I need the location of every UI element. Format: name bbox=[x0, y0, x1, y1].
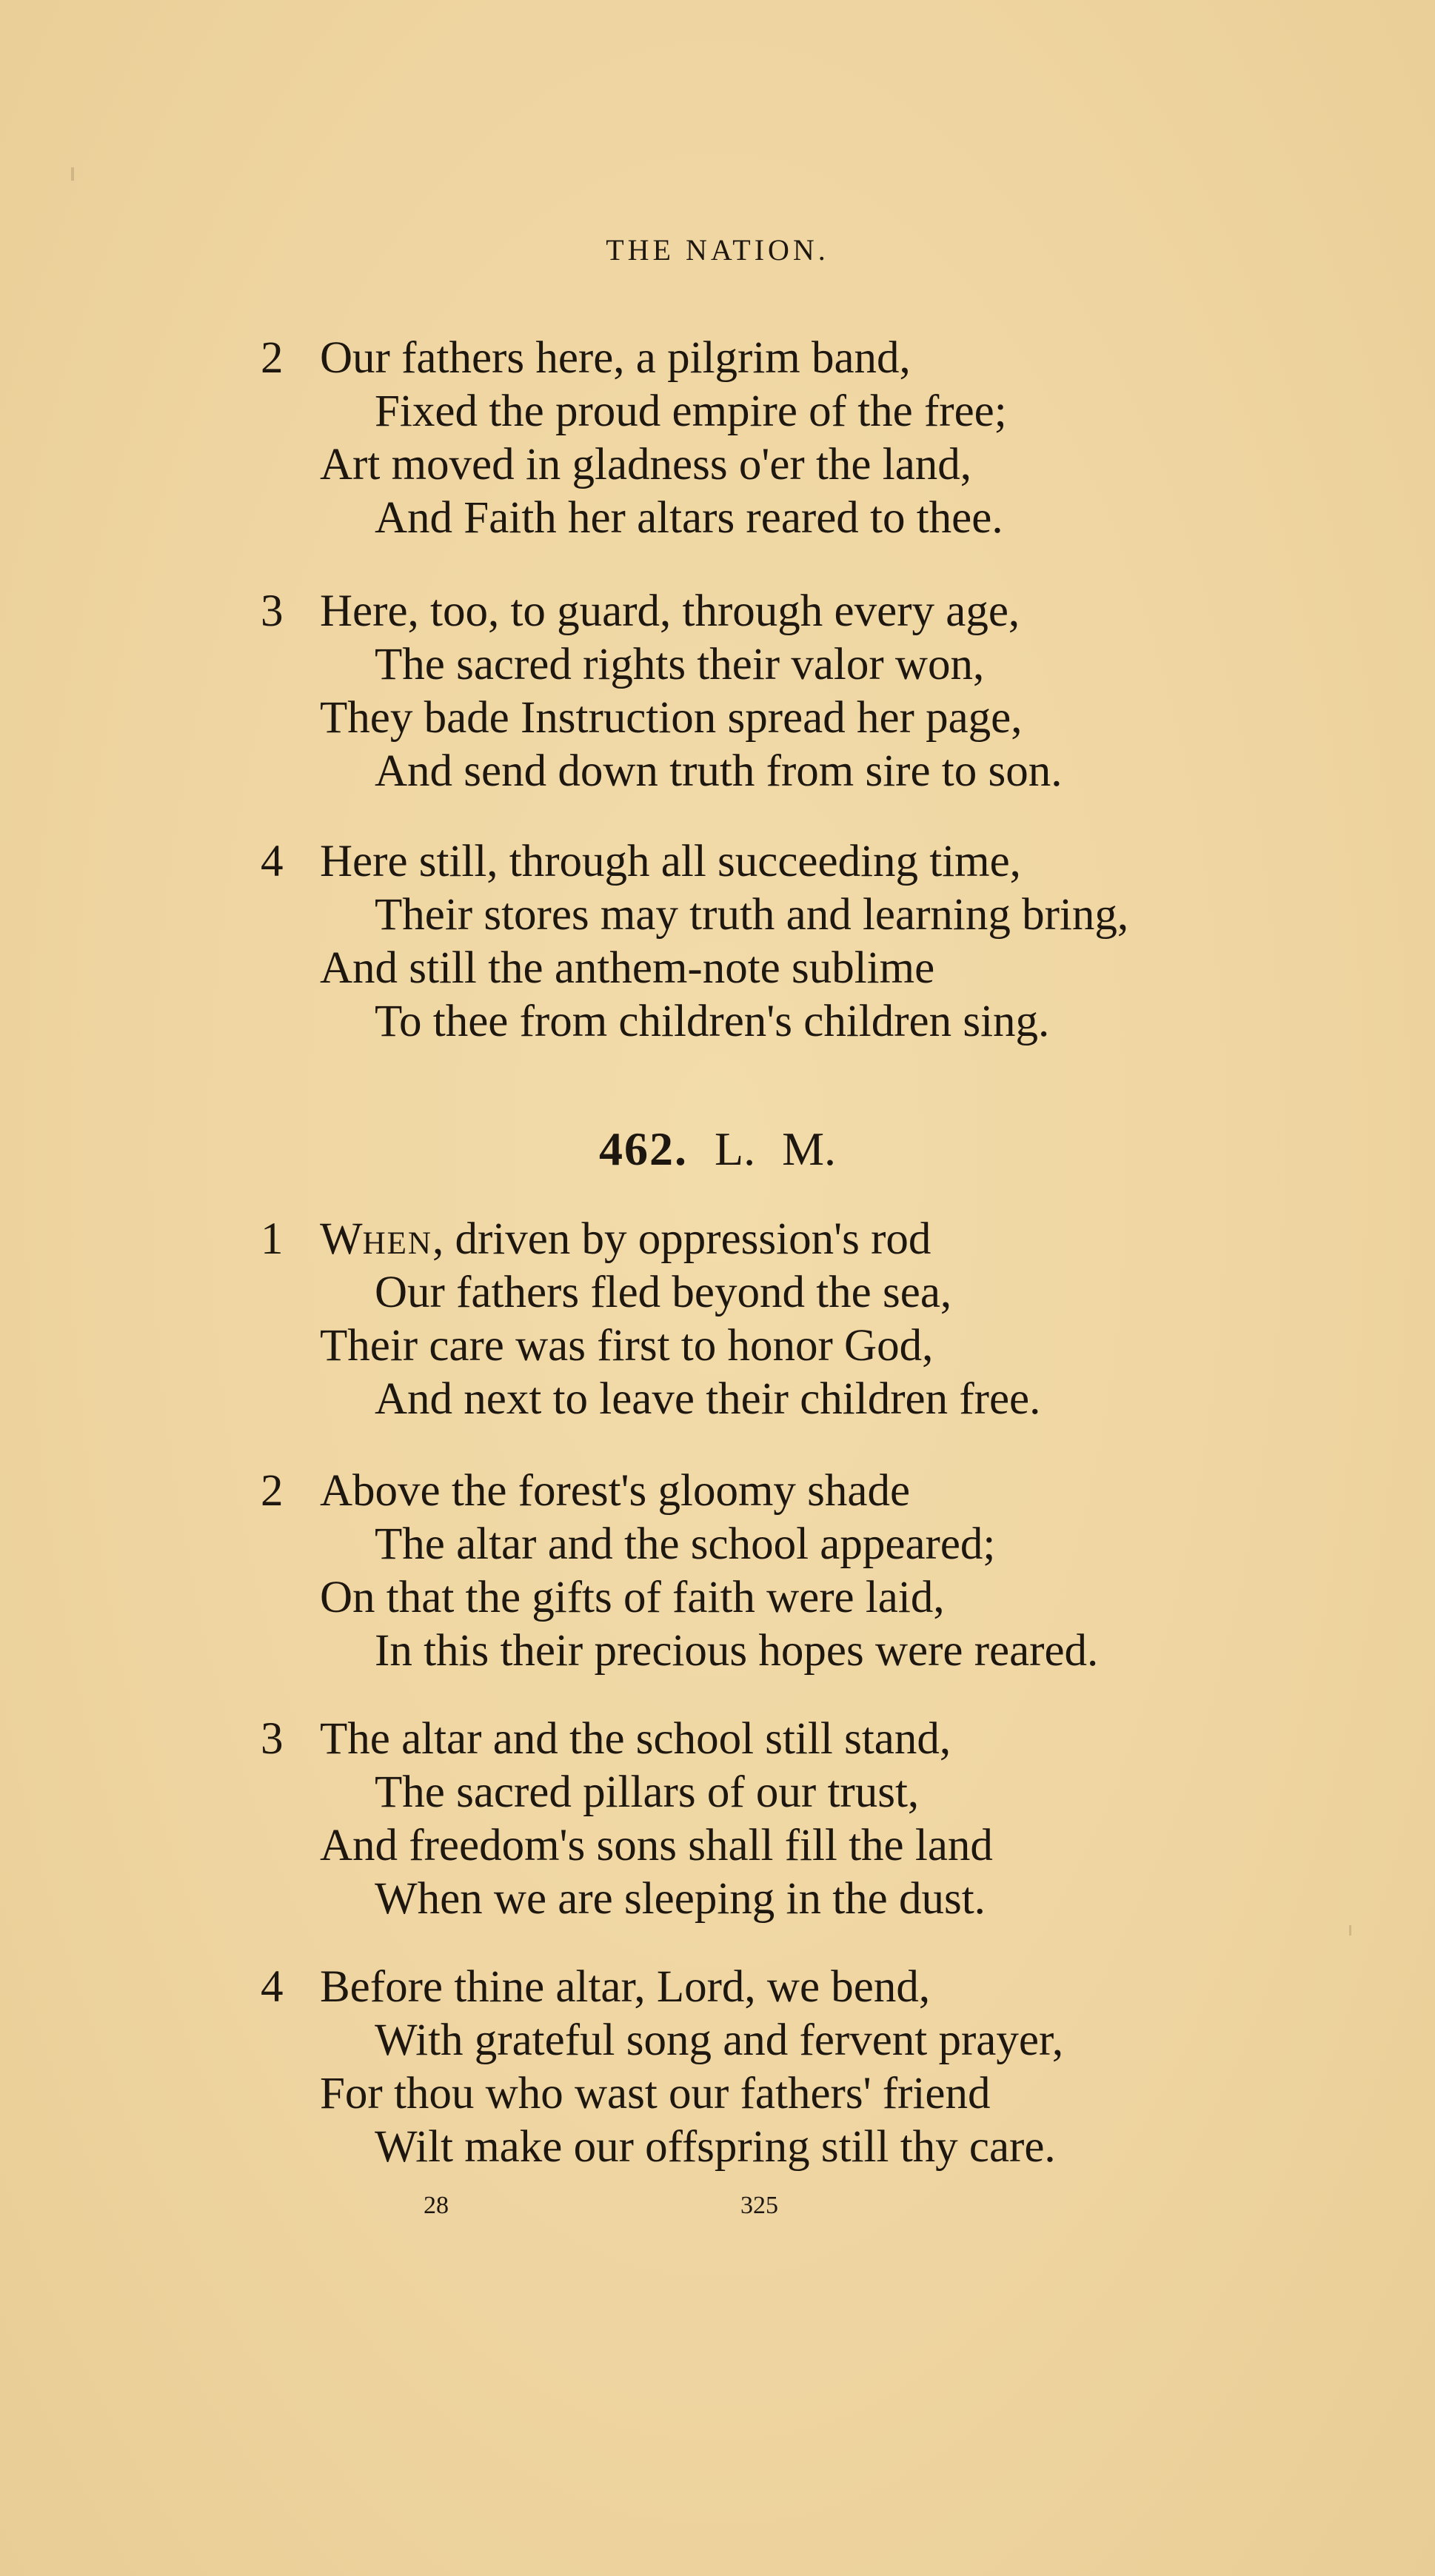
verse-line: 2 Above the forest's gloomy shade bbox=[261, 1465, 1386, 1518]
verse-line: 4 Here still, through all succeeding time, bbox=[261, 835, 1386, 889]
verse-line: The altar and the school appeared; bbox=[375, 1519, 996, 1569]
verse-line: For thou who wast our fathers' friend bbox=[320, 2069, 991, 2118]
verse-line: When we are sleeping in the dust. bbox=[375, 1874, 986, 1924]
paper-speck bbox=[71, 167, 74, 181]
verse-line: Our fathers fled beyond the sea, bbox=[375, 1268, 952, 1317]
stanza-prev-4 bbox=[261, 835, 1386, 1048]
hymn-number: 462. bbox=[599, 1123, 688, 1175]
verse-line: Wilt make our offspring still thy care. bbox=[375, 2122, 1056, 2172]
stanza-number: 2 bbox=[261, 1466, 284, 1516]
stanza-number: 4 bbox=[261, 1962, 284, 2012]
verse-line: 3 Here, too, to guard, through every age, bbox=[261, 585, 1386, 638]
verse-line: And still the anthem-note sublime bbox=[320, 943, 935, 993]
stanza-number: 4 bbox=[261, 837, 284, 886]
stanza-2 bbox=[261, 1465, 1386, 1678]
first-word-rest: hen bbox=[362, 1214, 432, 1264]
stanza-number: 3 bbox=[261, 1714, 284, 1764]
verse-line: The sacred rights their valor won, bbox=[375, 640, 985, 689]
first-line-rest: , driven by oppression's rod bbox=[432, 1214, 931, 1264]
stanza-prev-3 bbox=[261, 585, 1386, 798]
running-header: THE NATION. bbox=[606, 233, 829, 267]
stanza-prev-2 bbox=[261, 332, 1386, 545]
verse-line: Their care was first to honor God, bbox=[320, 1321, 934, 1371]
verse-line bbox=[261, 1213, 1386, 1266]
stanza-number: 1 bbox=[261, 1214, 284, 1264]
page-number: 325 bbox=[740, 2192, 778, 2219]
verse-line: 4 Before thine altar, Lord, we bend, bbox=[261, 1961, 1386, 2014]
verse-line: Art moved in gladness o'er the land, bbox=[320, 440, 972, 489]
stanza-number: 3 bbox=[261, 586, 284, 636]
stanza-3 bbox=[261, 1713, 1386, 1926]
verse-line: And freedom's sons shall fill the land bbox=[320, 1821, 993, 1870]
verse-line: They bade Instruction spread her page, bbox=[320, 693, 1023, 743]
verse-line: In this their precious hopes were reared. bbox=[375, 1626, 1099, 1676]
verse-line: The sacred pillars of our trust, bbox=[375, 1767, 920, 1817]
stanza-4 bbox=[261, 1961, 1386, 2174]
stanza-number: 2 bbox=[261, 333, 284, 383]
hymn-heading bbox=[0, 1120, 1435, 1179]
verse-line: 2 Our fathers here, a pilgrim band, bbox=[261, 332, 1386, 385]
first-word-cap: W bbox=[320, 1214, 363, 1264]
verse-line: 3 The altar and the school still stand, bbox=[261, 1713, 1386, 1766]
verse-line: With grateful song and fervent prayer, bbox=[375, 2015, 1064, 2065]
hymn-meter: L. M. bbox=[715, 1123, 836, 1175]
verse-line: And send down truth from sire to son. bbox=[375, 746, 1063, 796]
verse-line: Their stores may truth and learning bring, bbox=[375, 890, 1129, 940]
signature-mark: 28 bbox=[424, 2192, 449, 2219]
verse-line: To thee from children's children sing. bbox=[375, 997, 1050, 1046]
verse-line: And Faith her altars reared to thee. bbox=[375, 493, 1003, 543]
verse-line: Fixed the proud empire of the free; bbox=[375, 387, 1007, 436]
verse-line: On that the gifts of faith were laid, bbox=[320, 1573, 945, 1622]
stanza-1 bbox=[261, 1213, 1386, 1426]
paper-speck bbox=[1349, 1925, 1351, 1936]
verse-line: And next to leave their children free. bbox=[375, 1374, 1041, 1424]
